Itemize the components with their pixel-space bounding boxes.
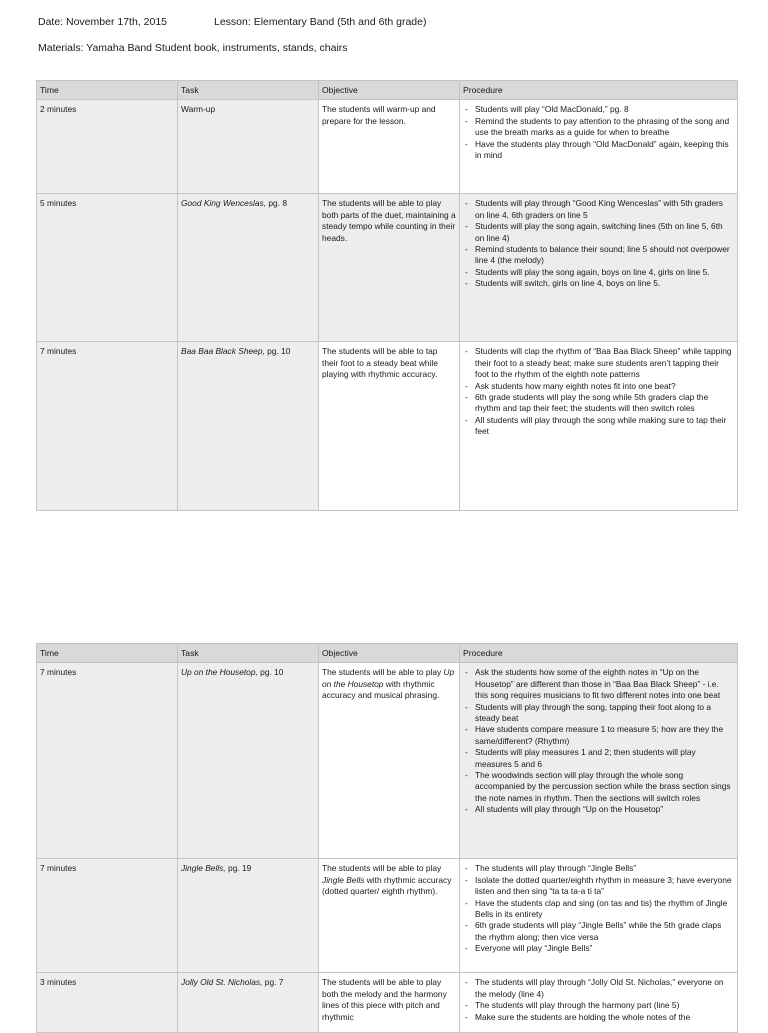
- col-header-task: Task: [178, 81, 319, 100]
- objective-cell: The students will warm-up and prepare for the lesson.: [319, 100, 460, 194]
- procedure-step: - Students will play the song again, switching lines (5th on line 5, 6th on line 4): [463, 221, 734, 244]
- task-cell: [178, 342, 319, 511]
- time-cell: 7 minutes: [37, 859, 178, 973]
- time-cell: 2 minutes: [37, 100, 178, 194]
- col-header-time: Time: [37, 81, 178, 100]
- time-cell: 5 minutes: [37, 194, 178, 342]
- table-row: [37, 194, 738, 342]
- lesson-plan-table-2: [36, 643, 738, 1033]
- time-cell: 7 minutes: [37, 342, 178, 511]
- procedure-list: [463, 104, 734, 161]
- task-title: Up on the Housetop,: [181, 667, 258, 678]
- col-header-task: Task: [178, 644, 319, 663]
- objective-cell: The students will be able to tap their foot to a steady beat while playing with rhythmic accuracy.: [319, 342, 460, 511]
- procedure-step: - All students will play through the song while making sure to tap their feet: [463, 415, 734, 438]
- procedure-step: - The woodwinds section will play through the whole song accompanied by the percussion section while the brass section sings the note names in rhythm. Then the sections will switch roles: [463, 770, 734, 804]
- procedure-step: - Students will play through the song, tapping their foot along to a steady beat: [463, 702, 734, 725]
- procedure-step: - Students will play the song again, boys on line 4, girls on line 5.: [463, 267, 734, 278]
- task-title: Good King Wenceslas,: [181, 198, 267, 209]
- table-row: [37, 859, 738, 973]
- procedure-step: - Remind the students to pay attention to the phrasing of the song and use the breath marks as a guide for when to breathe: [463, 116, 734, 139]
- procedure-step: - Ask students how many eighth notes fit into one beat?: [463, 381, 734, 392]
- col-header-procedure: Procedure: [460, 81, 738, 100]
- procedure-step: - The students will play through “Jolly Old St. Nicholas,” everyone on the melody (line 4): [463, 977, 734, 1000]
- objective-text: The students will be able to play: [322, 863, 442, 874]
- procedure-step: - All students will play through “Up on the Housetop”: [463, 804, 734, 815]
- task-cell: [178, 100, 319, 194]
- procedure-step: - 6th grade students will play “Jingle Bells” while the 5th grade claps the rhythm along; then vice versa: [463, 920, 734, 943]
- date-label: Date: November 17th, 2015: [38, 16, 167, 28]
- procedure-cell: [460, 194, 738, 342]
- procedure-cell: [460, 663, 738, 859]
- task-title: Jingle Bells,: [181, 863, 226, 874]
- table-row: [37, 100, 738, 194]
- col-header-time: Time: [37, 644, 178, 663]
- objective-text: with rhythmic accuracy (dotted quarter/ eighth rhythm).: [322, 874, 452, 897]
- procedure-step: - Students will play measures 1 and 2; then students will play measures 5 and 6: [463, 747, 734, 770]
- task-cell: [178, 194, 319, 342]
- task-page: pg. 19: [225, 863, 252, 874]
- task-page: pg. 7: [262, 977, 284, 988]
- procedure-cell: [460, 342, 738, 511]
- procedure-step: - Have the students clap and sing (on tas and tis) the rhythm of Jingle Bells in its entirety: [463, 898, 734, 921]
- procedure-list: [463, 198, 734, 289]
- lesson-label: Lesson: Elementary Band (5th and 6th grade): [214, 16, 427, 28]
- procedure-step: - Ask the students how some of the eighth notes in “Up on the Housetop” are different than those in “Baa Baa Black Sheep” - i.e. this song requires musicians to fit two different notes into one beat: [463, 667, 734, 701]
- table-row: [37, 663, 738, 859]
- procedure-step: - Students will play through “Good King Wenceslas” with 5th graders on line 4, 6th graders on line 5: [463, 198, 734, 221]
- procedure-step: - Students will clap the rhythm of “Baa Baa Black Sheep” while tapping their foot to a steady beat; make sure students aren’t tapping their foot to the rhythm of the eighth note patterns: [463, 346, 734, 380]
- lesson-plan-table-1: [36, 80, 738, 511]
- objective-cell: [319, 663, 460, 859]
- procedure-step: - Students will switch, girls on line 4, boys on line 5.: [463, 278, 734, 289]
- task-page: pg. 8: [266, 198, 288, 209]
- procedure-list: [463, 977, 734, 1023]
- procedure-cell: [460, 859, 738, 973]
- procedure-list: [463, 667, 734, 815]
- time-cell: 7 minutes: [37, 663, 178, 859]
- task-title: Baa Baa Black Sheep,: [181, 346, 265, 357]
- procedure-step: - Everyone will play “Jingle Bells”: [463, 943, 734, 954]
- col-header-objective: Objective: [319, 81, 460, 100]
- table-row: [37, 342, 738, 511]
- objective-cell: [319, 859, 460, 973]
- objective-piece-title: Up on the Housetop: [322, 667, 455, 689]
- objective-text: with rhythmic accuracy and musical phrasing.: [322, 678, 440, 701]
- procedure-step: - Students will play “Old MacDonald,” pg. 8: [463, 104, 734, 115]
- col-header-procedure: Procedure: [460, 644, 738, 663]
- procedure-step: - Isolate the dotted quarter/eighth rhythm in measure 3; have everyone listen and then sing “ta ta ta-a ti ta”: [463, 875, 734, 898]
- procedure-step: - 6th grade students will play the song while 5th graders clap the rhythm and tap their feet; the students will then switch roles: [463, 392, 734, 415]
- procedure-cell: [460, 100, 738, 194]
- procedure-step: - Have students compare measure 1 to measure 5; how are they the same/different? (Rhythm): [463, 724, 734, 747]
- task-cell: [178, 663, 319, 859]
- table-header-row: [37, 81, 738, 100]
- task-page: pg. 10: [264, 346, 291, 357]
- procedure-list: [463, 346, 734, 437]
- procedure-step: - Remind students to balance their sound; line 5 should not overpower line 4 (the melody): [463, 244, 734, 267]
- procedure-list: [463, 863, 734, 954]
- task-title: Jolly Old St. Nicholas,: [181, 977, 263, 988]
- col-header-objective: Objective: [319, 644, 460, 663]
- task-page: pg. 10: [257, 667, 284, 678]
- objective-text: The students will be able to play: [322, 667, 444, 678]
- procedure-step: - Make sure the students are holding the whole notes of the: [463, 1012, 734, 1023]
- procedure-step: - The students will play through the harmony part (line 5): [463, 1000, 734, 1011]
- task-cell: [178, 859, 319, 973]
- procedure-step: - The students will play through “Jingle Bells”: [463, 863, 734, 874]
- lesson-header: [38, 16, 426, 28]
- task-title: Warm-up: [181, 104, 216, 115]
- time-cell: 3 minutes: [37, 973, 178, 1033]
- objective-cell: The students will be able to play both parts of the duet, maintaining a steady tempo while counting in their heads.: [319, 194, 460, 342]
- table-header-row: [37, 644, 738, 663]
- procedure-step: - Have the students play through “Old MacDonald” again, keeping this in mind: [463, 139, 734, 162]
- materials-label: Materials: Yamaha Band Student book, instruments, stands, chairs: [38, 42, 348, 54]
- objective-text: The students will be able to play both the melody and the harmony lines of this piece with pitch and rhythmic: [322, 977, 447, 1022]
- objective-piece-title: Jingle Bells: [322, 874, 365, 885]
